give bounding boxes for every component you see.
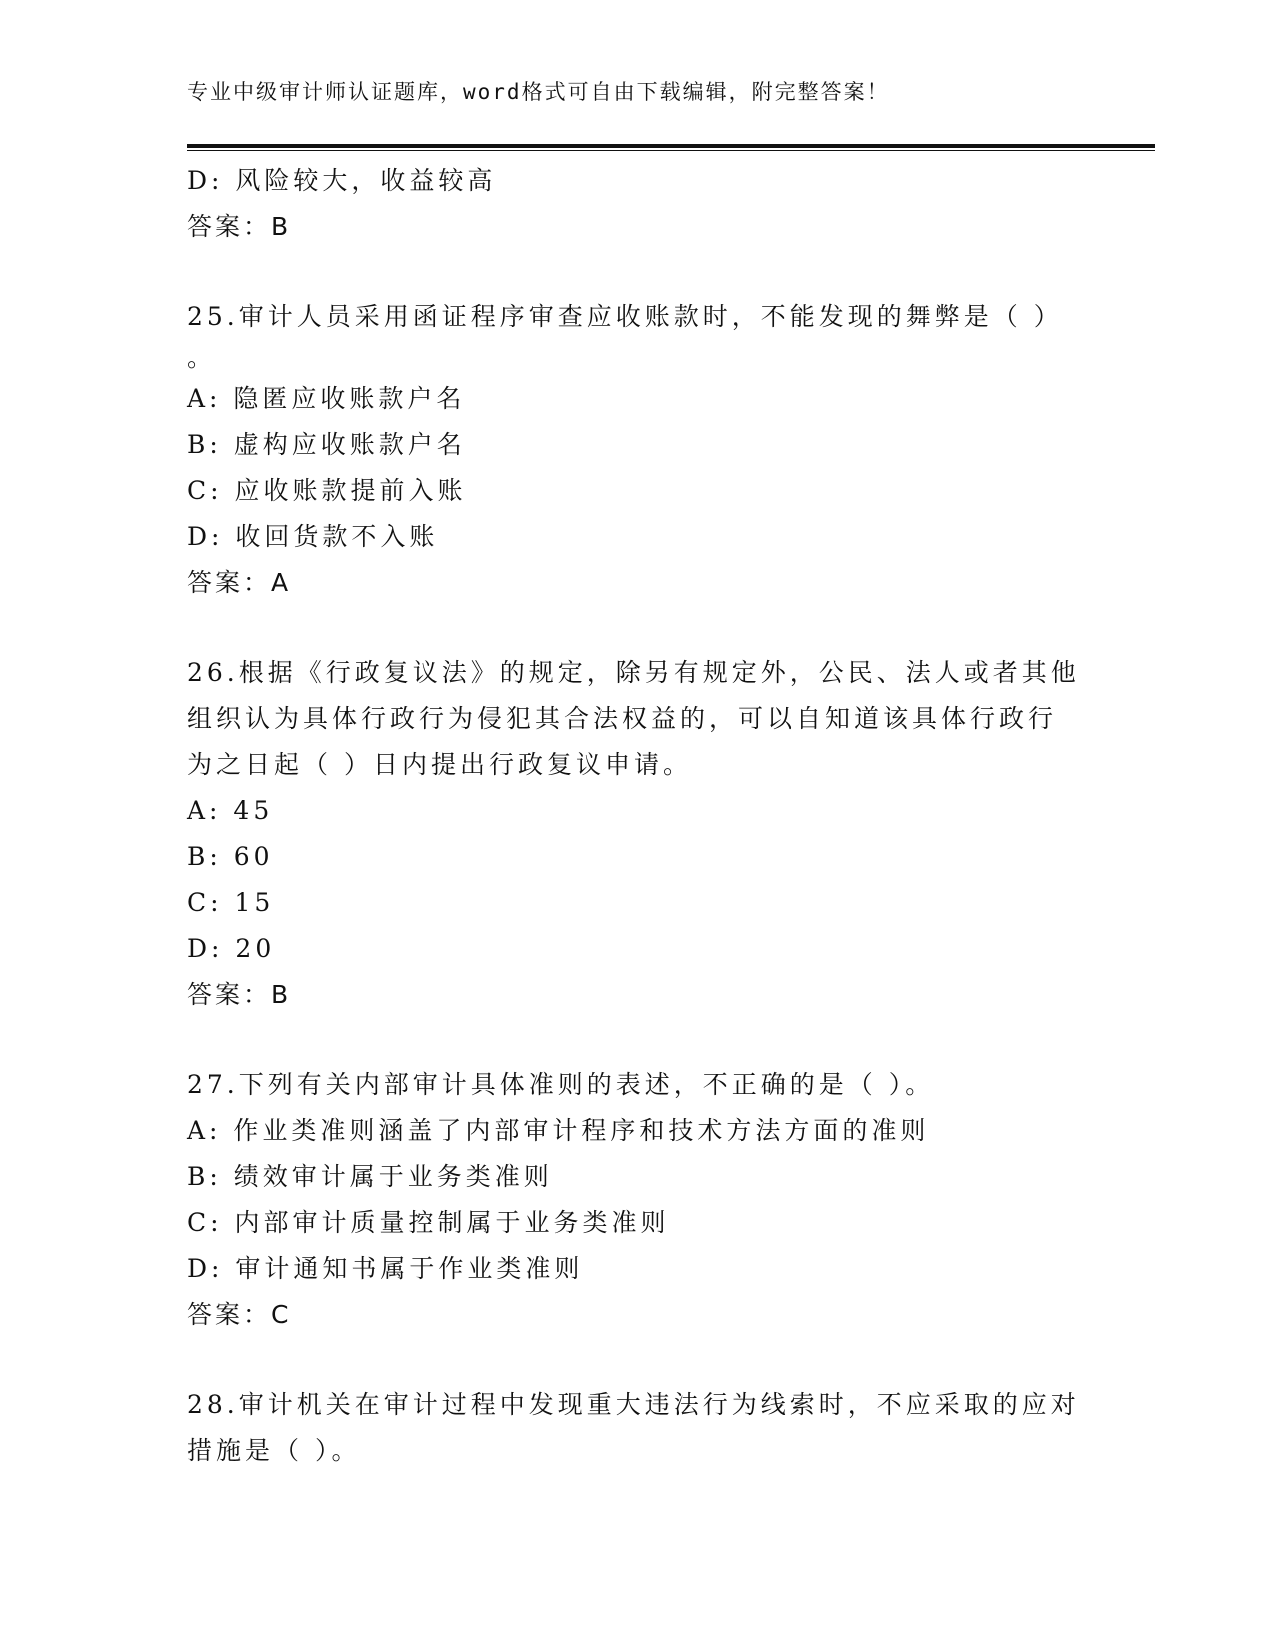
question-stem	[187, 294, 1087, 376]
answer: 答案：A	[187, 568, 292, 597]
option-c: C: 15	[187, 888, 275, 917]
question-26	[187, 650, 1087, 1018]
stem-line: 26.根据《行政复议法》的规定，除另有规定外，公民、法人或者其他	[187, 658, 1080, 687]
stem-line: 25.审计人员采用函证程序审查应收账款时，不能发现的舞弊是（ ）	[187, 302, 1063, 331]
stem-line: 组织认为具体行政行为侵犯其合法权益的，可以自知道该具体行政行	[187, 704, 1058, 733]
option-b: B: 绩效审计属于业务类准则	[187, 1162, 553, 1191]
question-content	[187, 158, 1087, 1474]
option-d: D: 风险较大，收益较高	[187, 166, 497, 195]
option-d: D: 20	[187, 934, 276, 963]
question-stem	[187, 650, 1087, 788]
answer: 答案：B	[187, 980, 292, 1009]
question-stem	[187, 1382, 1087, 1474]
stem-line: 。	[187, 343, 217, 372]
option-a: A: 隐匿应收账款户名	[187, 384, 466, 413]
question-27	[187, 1062, 1087, 1338]
option-d: D: 收回货款不入账	[187, 522, 439, 551]
header-rule-thin	[187, 150, 1155, 151]
stem-line: 28.审计机关在审计过程中发现重大违法行为线索时，不应采取的应对	[187, 1390, 1080, 1419]
option-a: A: 作业类准则涵盖了内部审计程序和技术方法方面的准则	[187, 1116, 930, 1145]
stem-line: 措施是（ ）。	[187, 1436, 361, 1465]
stem-line: 为之日起（ ）日内提出行政复议申请。	[187, 750, 692, 779]
option-d: D: 审计通知书属于作业类准则	[187, 1254, 584, 1283]
option-c: C: 应收账款提前入账	[187, 476, 467, 505]
option-b: B: 60	[187, 842, 274, 871]
option-a: A: 45	[187, 796, 274, 825]
header-rule-thick	[187, 144, 1155, 148]
question-25	[187, 294, 1087, 606]
question-stem	[187, 1062, 1087, 1108]
option-b: B: 虚构应收账款户名	[187, 430, 466, 459]
option-c: C: 内部审计质量控制属于业务类准则	[187, 1208, 670, 1237]
question-28	[187, 1382, 1087, 1474]
answer: 答案：C	[187, 1300, 292, 1329]
page-header: 专业中级审计师认证题库，word格式可自由下载编辑，附完整答案！	[187, 80, 890, 104]
answer: 答案：B	[187, 212, 292, 241]
stem-line: 27.下列有关内部审计具体准则的表述，不正确的是（ ）。	[187, 1070, 935, 1099]
prev-question-tail	[187, 158, 1087, 250]
